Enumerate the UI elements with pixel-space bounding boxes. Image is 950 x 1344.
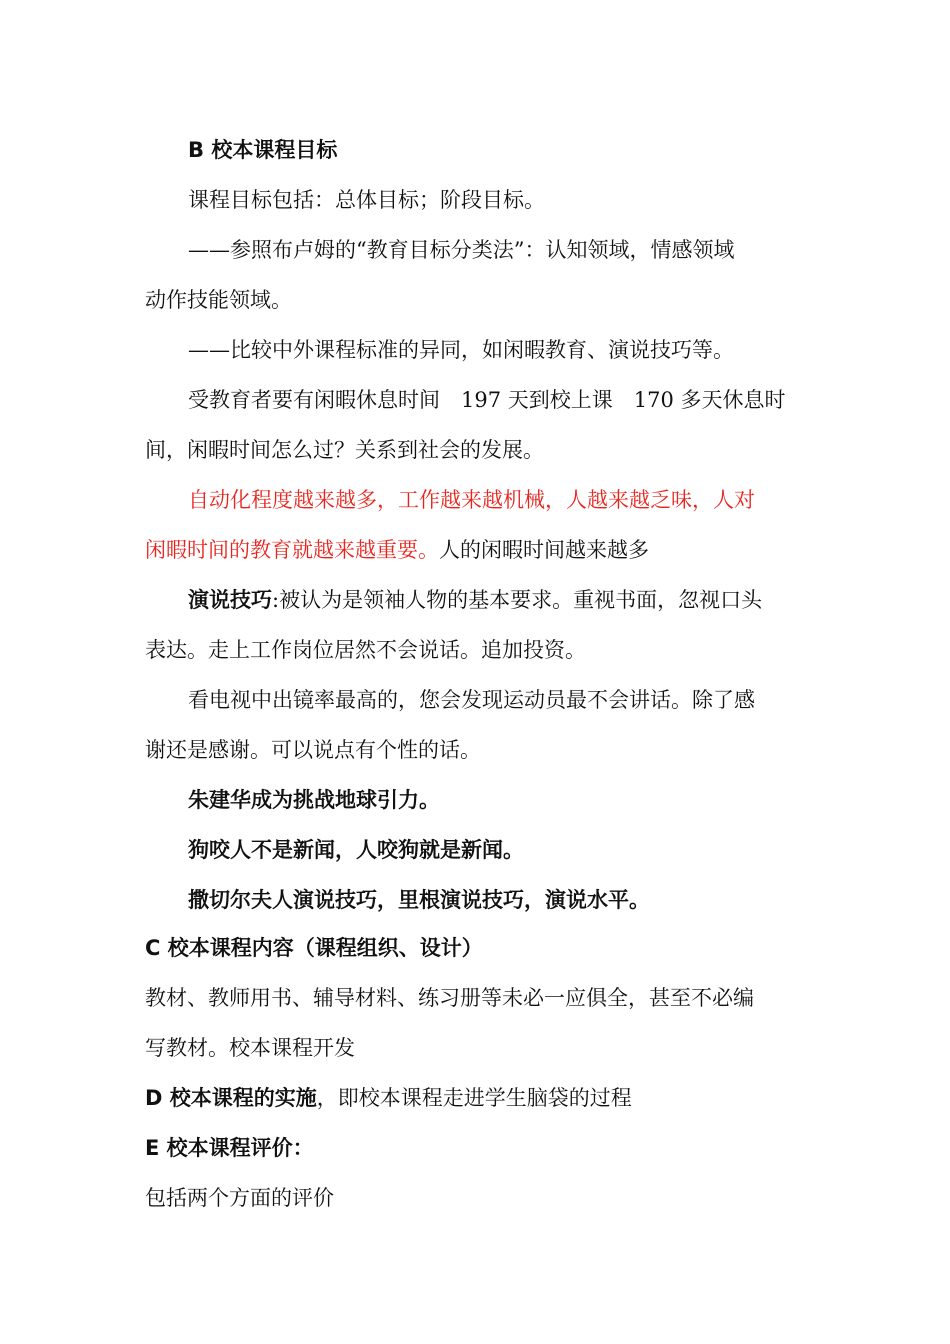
- plain-text: :被认为是领袖人物的基本要求。重视书面，忽视口头: [272, 588, 763, 612]
- paragraph-line: 包括两个方面的评价: [145, 1186, 334, 1210]
- paragraph-line: 课程目标包括：总体目标；阶段目标。: [188, 188, 545, 212]
- bold-term: D 校本课程的实施: [145, 1086, 317, 1110]
- mixed-line: [145, 535, 649, 565]
- highlighted-line: 自动化程度越来越多，工作越来越机械，人越来越乏味，人对: [188, 488, 755, 512]
- paragraph-line: 间，闲暇时间怎么过？关系到社会的发展。: [145, 438, 544, 462]
- bold-line: 朱建华成为挑战地球引力。: [188, 788, 440, 812]
- section-c-heading: C 校本课程内容（课程组织、设计）: [145, 936, 483, 960]
- plain-text: 人的闲暇时间越来越多: [439, 538, 649, 562]
- paragraph-line: 表达。走上工作岗位居然不会说话。追加投资。: [145, 638, 586, 662]
- paragraph-line: 受教育者要有闲暇休息时间 197 天到校上课 170 多天休息时: [188, 388, 786, 412]
- paragraph-line: ——参照布卢姆的“教育目标分类法”：认知领域，情感领域: [188, 238, 735, 262]
- paragraph-line: 教材、教师用书、辅导材料、练习册等未必一应俱全，甚至不必编: [145, 986, 754, 1010]
- bold-line: 狗咬人不是新闻，人咬狗就是新闻。: [188, 838, 524, 862]
- section-e-heading: E 校本课程评价：: [145, 1136, 314, 1160]
- plain-text: ，即校本课程走进学生脑袋的过程: [316, 1086, 632, 1110]
- paragraph-line: 动作技能领域。: [145, 288, 292, 312]
- mixed-line: [188, 585, 762, 615]
- highlighted-text: 闲暇时间的教育就越来越重要。: [145, 538, 439, 562]
- bold-line: 撒切尔夫人演说技巧，里根演说技巧，演说水平。: [188, 888, 650, 912]
- paragraph-line: 看电视中出镜率最高的，您会发现运动员最不会讲话。除了感: [188, 688, 755, 712]
- paragraph-line: 写教材。校本课程开发: [145, 1036, 355, 1060]
- section-d-heading: [145, 1083, 632, 1113]
- paragraph-line: ——比较中外课程标准的异同，如闲暇教育、演说技巧等。: [188, 338, 734, 362]
- bold-term: 演说技巧: [188, 588, 272, 612]
- section-b-heading: B 校本课程目标: [188, 138, 338, 162]
- paragraph-line: 谢还是感谢。可以说点有个性的话。: [145, 738, 481, 762]
